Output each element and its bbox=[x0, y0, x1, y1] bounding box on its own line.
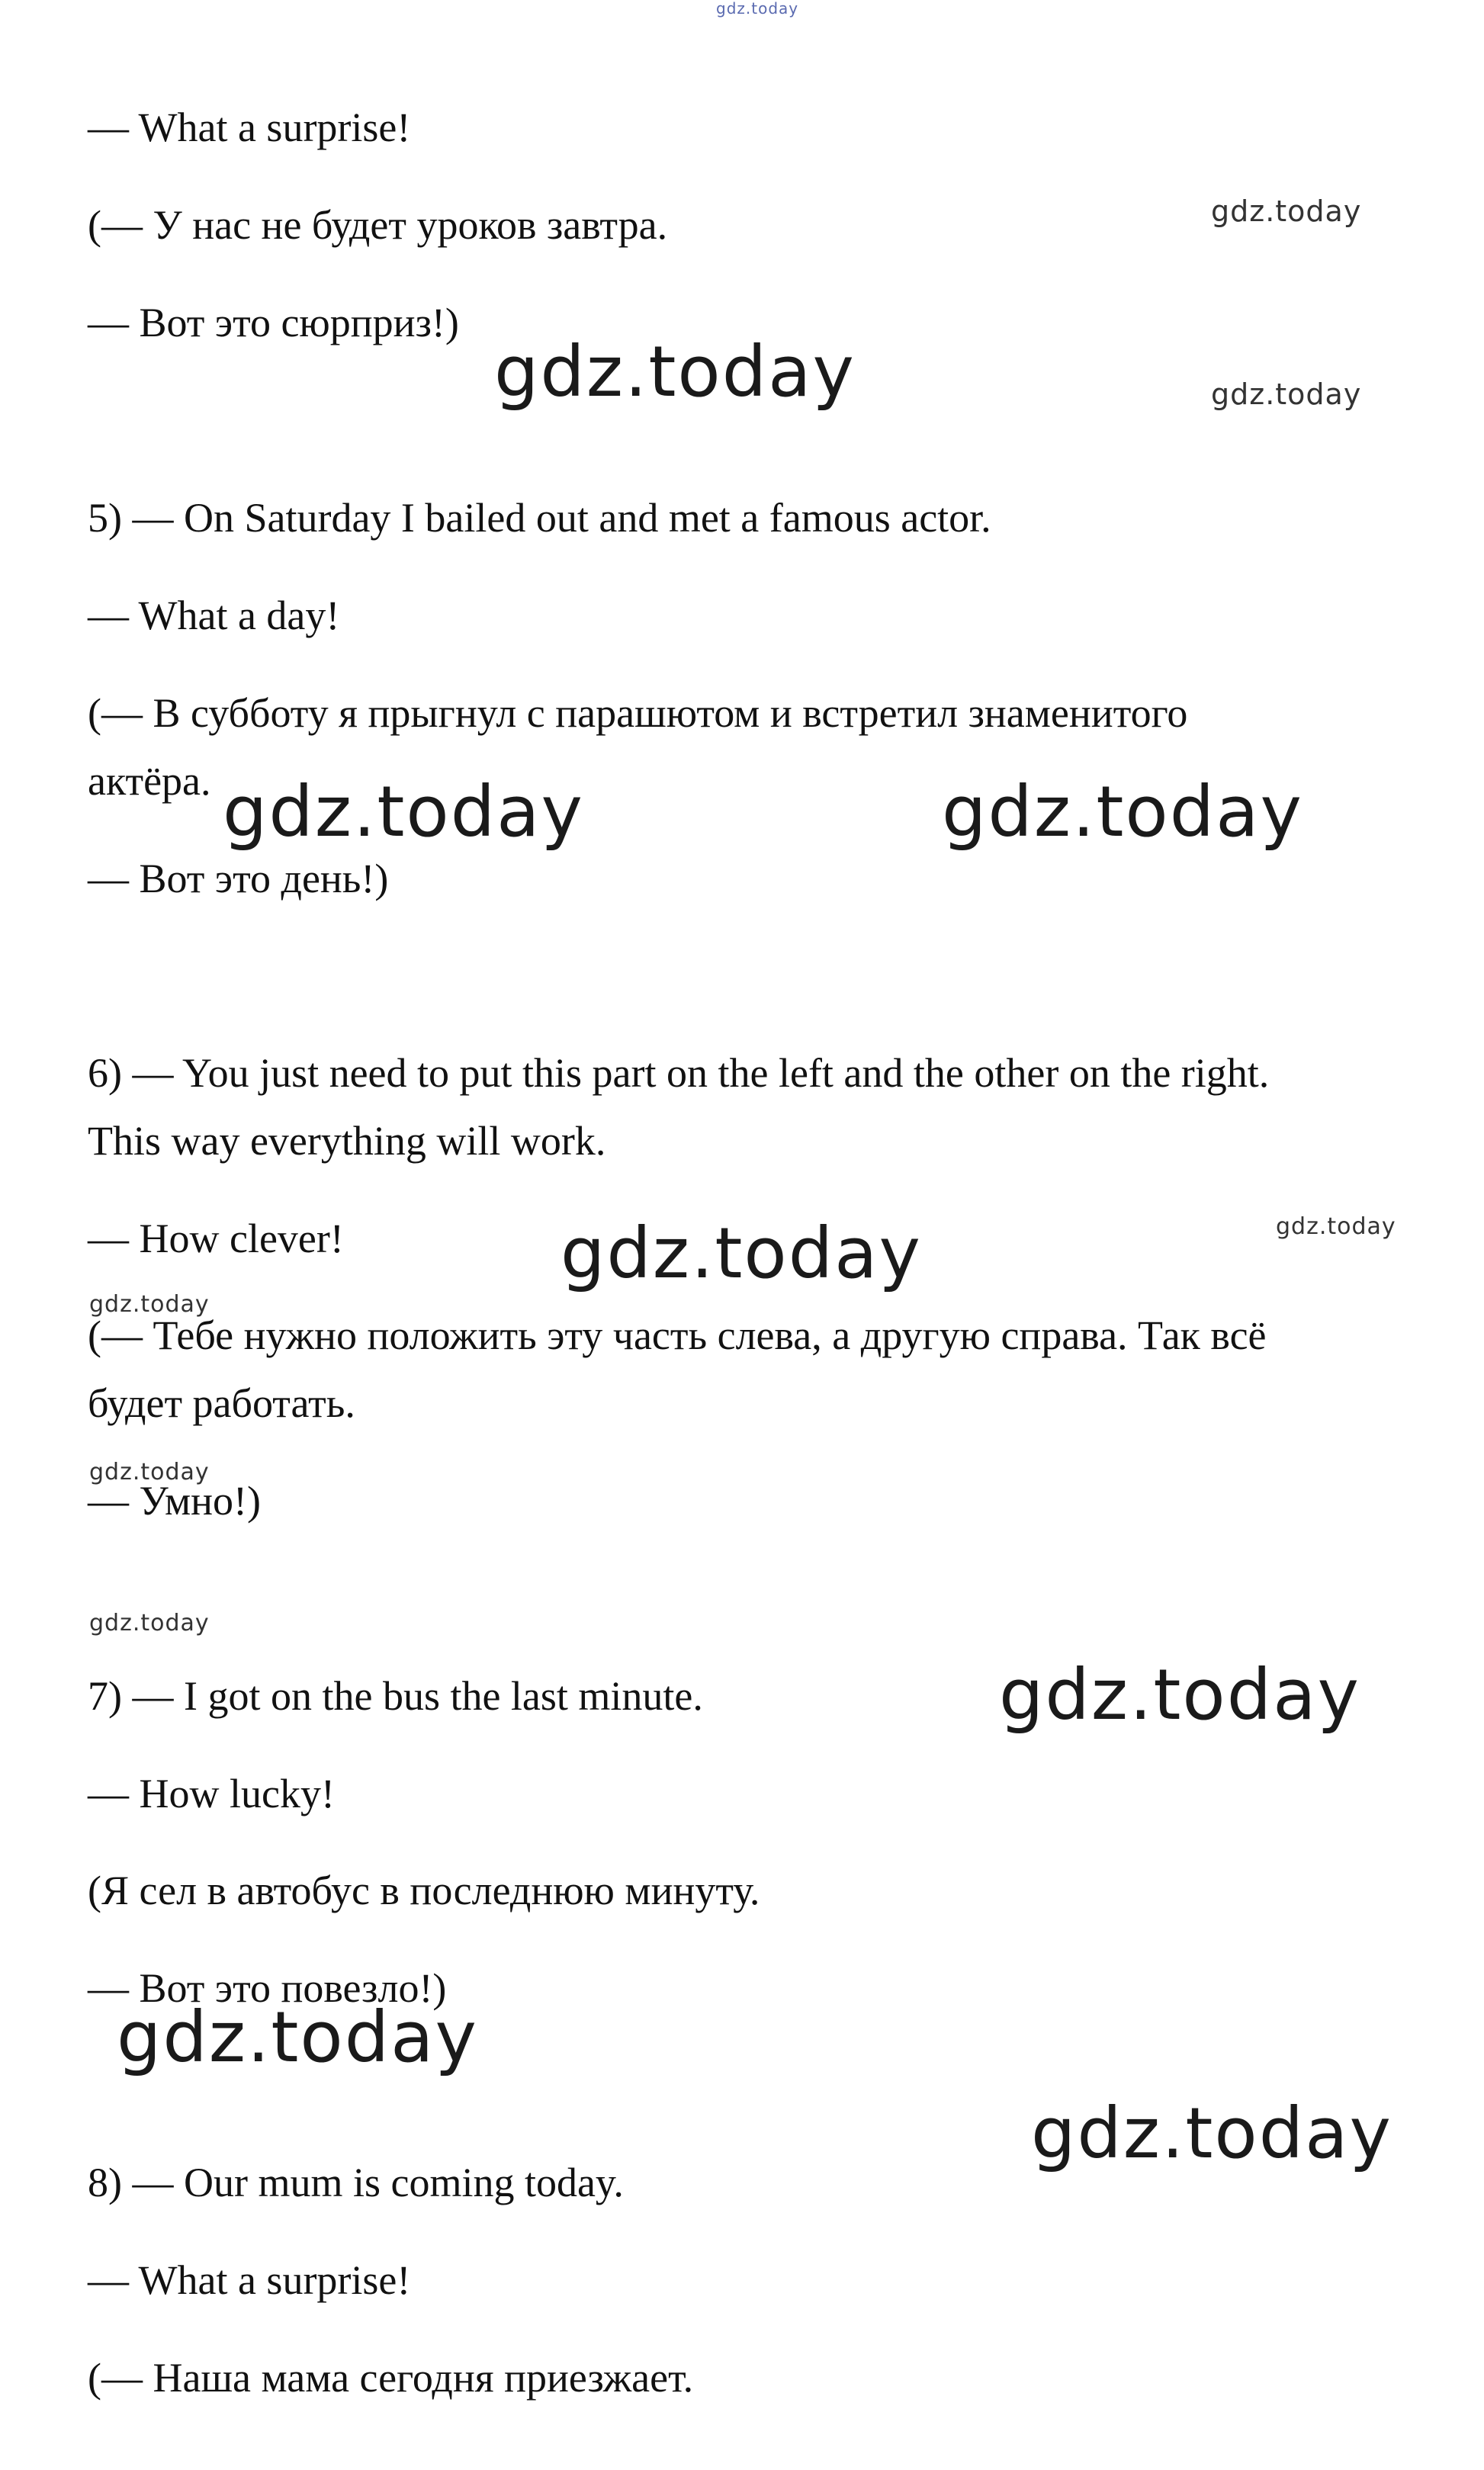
watermark: gdz.today bbox=[117, 1996, 478, 2078]
watermark: gdz.today bbox=[89, 1459, 210, 1486]
text-line: This way everything will work. bbox=[88, 1118, 606, 1164]
text-line: (— Наша мама сегодня приезжает. bbox=[88, 2355, 694, 2401]
watermark: gdz.today bbox=[89, 1291, 210, 1318]
watermark: gdz.today bbox=[716, 0, 799, 18]
text-line: — What a day! bbox=[88, 593, 340, 638]
text-line: (— В субботу я прыгнул с парашютом и встретил знаменитого bbox=[88, 690, 1188, 736]
text-line: — What a surprise! bbox=[88, 104, 411, 150]
watermark: gdz.today bbox=[223, 771, 584, 853]
text-line: 8) — Our mum is coming today. bbox=[88, 2160, 624, 2205]
text-line: (— У нас не будет уроков завтра. bbox=[88, 202, 668, 248]
text-line: (Я сел в автобус в последнюю минуту. bbox=[88, 1868, 760, 1913]
watermark: gdz.today bbox=[1276, 1213, 1396, 1240]
watermark: gdz.today bbox=[494, 331, 856, 413]
watermark: gdz.today bbox=[999, 1654, 1360, 1736]
text-line: — What a surprise! bbox=[88, 2257, 411, 2303]
text-line: — How lucky! bbox=[88, 1771, 335, 1816]
watermark: gdz.today bbox=[942, 771, 1303, 853]
watermark: gdz.today bbox=[561, 1213, 922, 1294]
watermark: gdz.today bbox=[1211, 377, 1362, 411]
text-line: будет работать. bbox=[88, 1380, 355, 1426]
text-line: — Умно!) bbox=[88, 1478, 262, 1524]
text-line: 7) — I got on the bus the last minute. bbox=[88, 1673, 703, 1719]
watermark: gdz.today bbox=[1031, 2093, 1392, 2174]
watermark: gdz.today bbox=[1211, 194, 1362, 228]
watermark: gdz.today bbox=[89, 1610, 210, 1636]
text-line: — How clever! bbox=[88, 1216, 344, 1261]
text-line: 6) — You just need to put this part on the left and the other on the right. bbox=[88, 1050, 1270, 1096]
text-line: — Вот это повезло!) bbox=[88, 1965, 447, 2011]
text-line: — Вот это день!) bbox=[88, 856, 389, 901]
text-line: (— Тебе нужно положить эту часть слева, а другую справа. Так всё bbox=[88, 1312, 1267, 1358]
text-line: 5) — On Saturday I bailed out and met a famous actor. bbox=[88, 495, 991, 541]
text-line: актёра. bbox=[88, 758, 211, 804]
text-line: — Вот это сюрприз!) bbox=[88, 300, 459, 345]
